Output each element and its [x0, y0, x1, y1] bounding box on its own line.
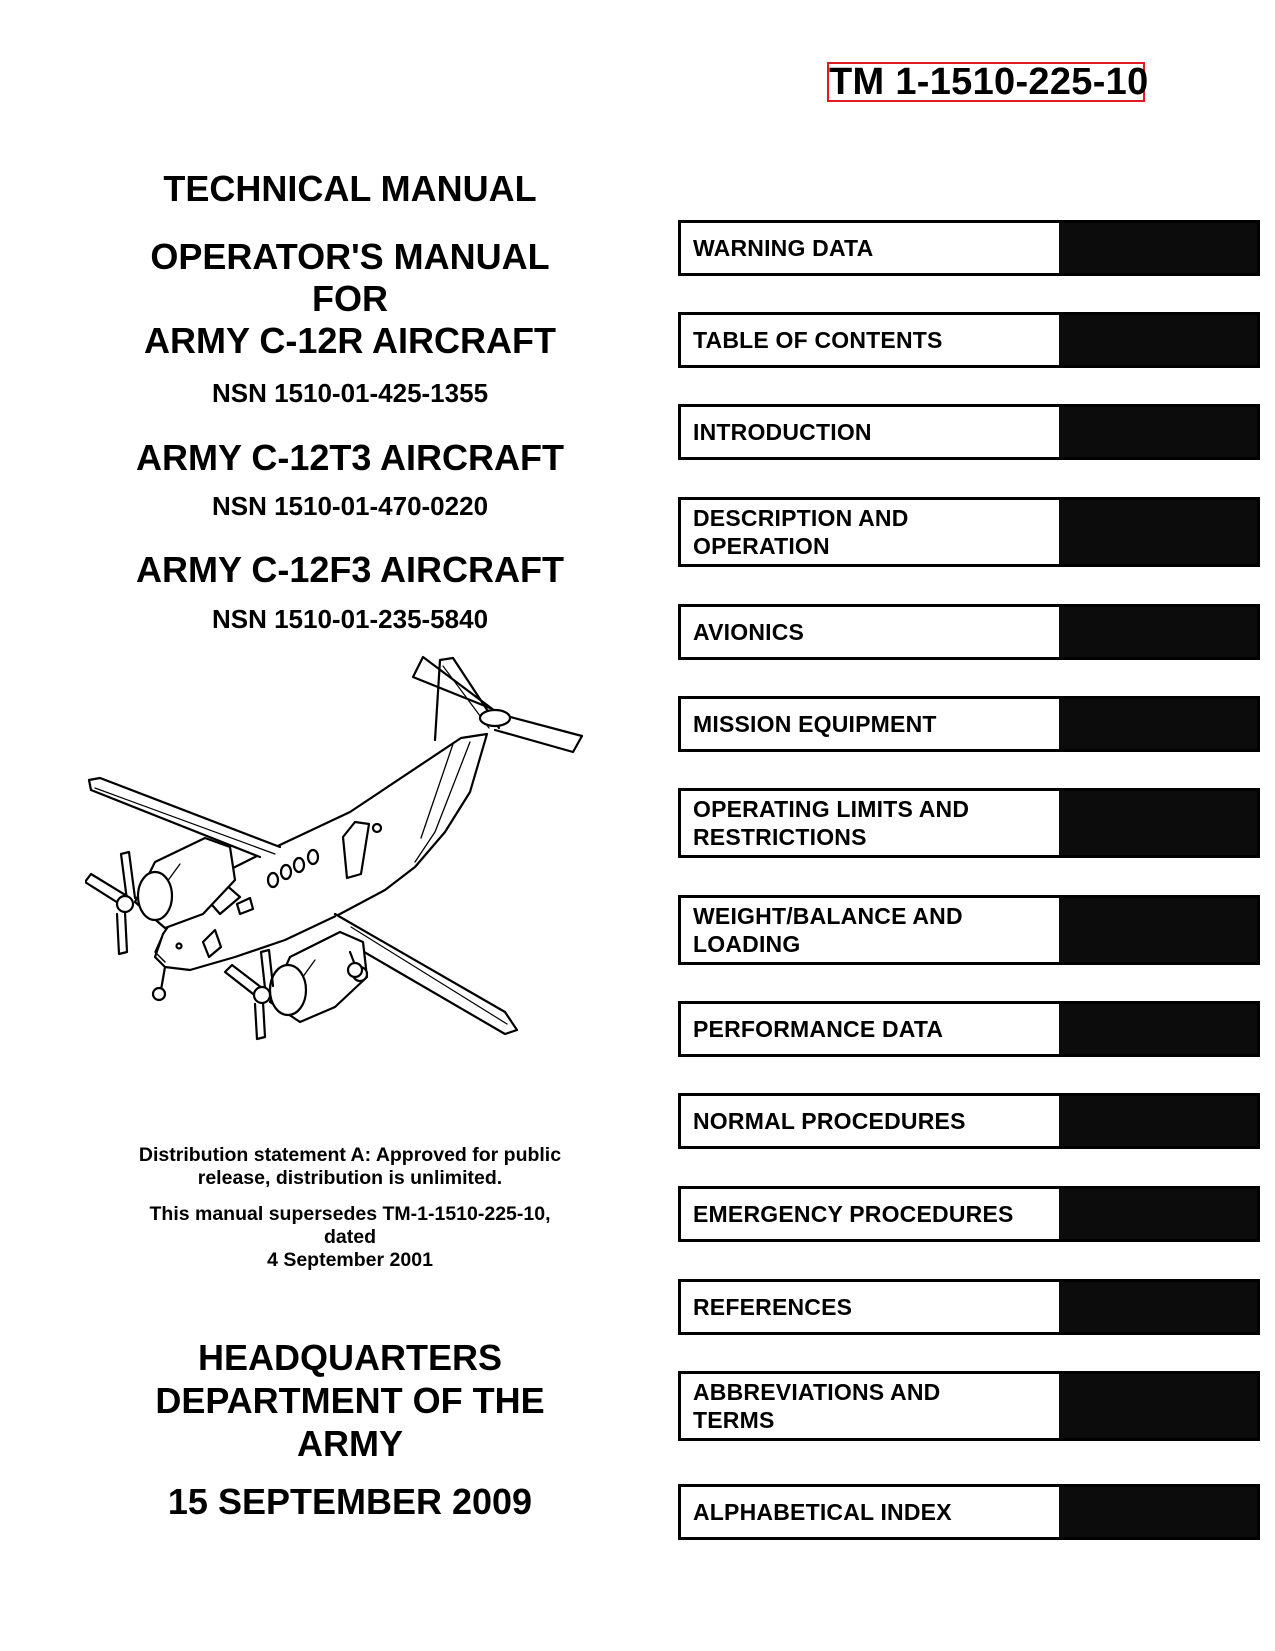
- tab-performance-data[interactable]: [678, 1001, 1260, 1057]
- nsn-c12f3: NSN 1510-01-235-5840: [211, 604, 489, 634]
- tab-label: PERFORMANCE DATA: [693, 1016, 944, 1042]
- tab-marker: [1059, 791, 1257, 855]
- supersedes-line: This manual supersedes TM-1-1510-225-10,: [149, 1203, 551, 1225]
- tab-label: EMERGENCY PROCEDURES: [693, 1201, 1014, 1227]
- tab-normal-procedures[interactable]: [678, 1093, 1260, 1149]
- tab-alphabetical-index[interactable]: [678, 1484, 1260, 1540]
- tab-label-text: DESCRIPTION AND OPERATION: [693, 505, 909, 559]
- tab-label: TABLE OF CONTENTS: [693, 327, 943, 353]
- tab-marker: [1059, 1096, 1257, 1146]
- headquarters-block: [60, 1336, 640, 1465]
- tab-warning-data[interactable]: [678, 220, 1260, 276]
- tab-operating-limits[interactable]: [678, 788, 1260, 858]
- title-line: OPERATOR'S MANUAL: [150, 236, 550, 277]
- tab-label-text: OPERATING LIMITS AND RESTRICTIONS: [693, 796, 970, 850]
- tab-marker: [1059, 1374, 1257, 1438]
- document-type-heading: TECHNICAL MANUAL: [163, 168, 537, 209]
- tab-label: AVIONICS: [693, 619, 805, 645]
- publication-date: 15 SEPTEMBER 2009: [167, 1481, 533, 1522]
- aircraft-c12t3: ARMY C-12T3 AIRCRAFT: [135, 437, 565, 478]
- tab-introduction[interactable]: [678, 404, 1260, 460]
- tab-marker: [1059, 607, 1257, 657]
- tab-table-of-contents[interactable]: [678, 312, 1260, 368]
- tm-number: TM 1-1510-225-10: [829, 61, 1149, 103]
- tab-marker: [1059, 223, 1257, 273]
- distribution-line: Distribution statement A: Approved for public: [138, 1144, 562, 1166]
- tab-label: [681, 898, 1059, 962]
- operator-manual-title: [60, 236, 640, 362]
- tab-label: MISSION EQUIPMENT: [693, 711, 937, 737]
- supersedes-note: [60, 1203, 640, 1272]
- tab-label: NORMAL PROCEDURES: [693, 1108, 966, 1134]
- tab-avionics[interactable]: [678, 604, 1260, 660]
- tab-label: INTRODUCTION: [693, 419, 872, 445]
- tab-marker: [1059, 315, 1257, 365]
- tab-label-text: ABBREVIATIONS AND TERMS: [693, 1379, 941, 1433]
- tab-marker: [1059, 500, 1257, 564]
- nsn-c12t3: NSN 1510-01-470-0220: [211, 491, 489, 521]
- tab-marker: [1059, 1487, 1257, 1537]
- title-line: FOR: [312, 278, 388, 319]
- tab-marker: [1059, 699, 1257, 749]
- distribution-statement: [60, 1144, 640, 1190]
- tab-label: WARNING DATA: [693, 235, 874, 261]
- tab-label: REFERENCES: [693, 1294, 853, 1320]
- tab-marker: [1059, 407, 1257, 457]
- nsn-c12r: NSN 1510-01-425-1355: [211, 378, 489, 408]
- tab-emergency-procedures[interactable]: [678, 1186, 1260, 1242]
- tab-label: [681, 1374, 1059, 1438]
- distribution-line: release, distribution is unlimited.: [197, 1167, 503, 1189]
- tab-label: ALPHABETICAL INDEX: [693, 1499, 952, 1525]
- hq-line: DEPARTMENT OF THE: [155, 1380, 545, 1421]
- supersedes-line: 4 September 2001: [267, 1249, 433, 1271]
- hq-line: HEADQUARTERS: [197, 1337, 502, 1378]
- aircraft-c12f3: ARMY C-12F3 AIRCRAFT: [135, 549, 565, 590]
- tab-abbreviations-and-terms[interactable]: [678, 1371, 1260, 1441]
- tab-label-text: WEIGHT/BALANCE AND LOADING: [693, 903, 963, 957]
- aircraft-line-drawing: [85, 652, 620, 1082]
- hq-line: ARMY: [297, 1423, 403, 1464]
- tab-marker: [1059, 1004, 1257, 1054]
- tab-marker: [1059, 1189, 1257, 1239]
- tab-mission-equipment[interactable]: [678, 696, 1260, 752]
- supersedes-line: dated: [323, 1226, 376, 1248]
- tab-weight-balance[interactable]: [678, 895, 1260, 965]
- tab-marker: [1059, 1282, 1257, 1332]
- tab-references[interactable]: [678, 1279, 1260, 1335]
- tab-label: [681, 791, 1059, 855]
- tab-label: [681, 500, 1059, 564]
- tab-marker: [1059, 898, 1257, 962]
- title-line: ARMY C-12R AIRCRAFT: [143, 320, 556, 361]
- tab-description-and-operation[interactable]: [678, 497, 1260, 567]
